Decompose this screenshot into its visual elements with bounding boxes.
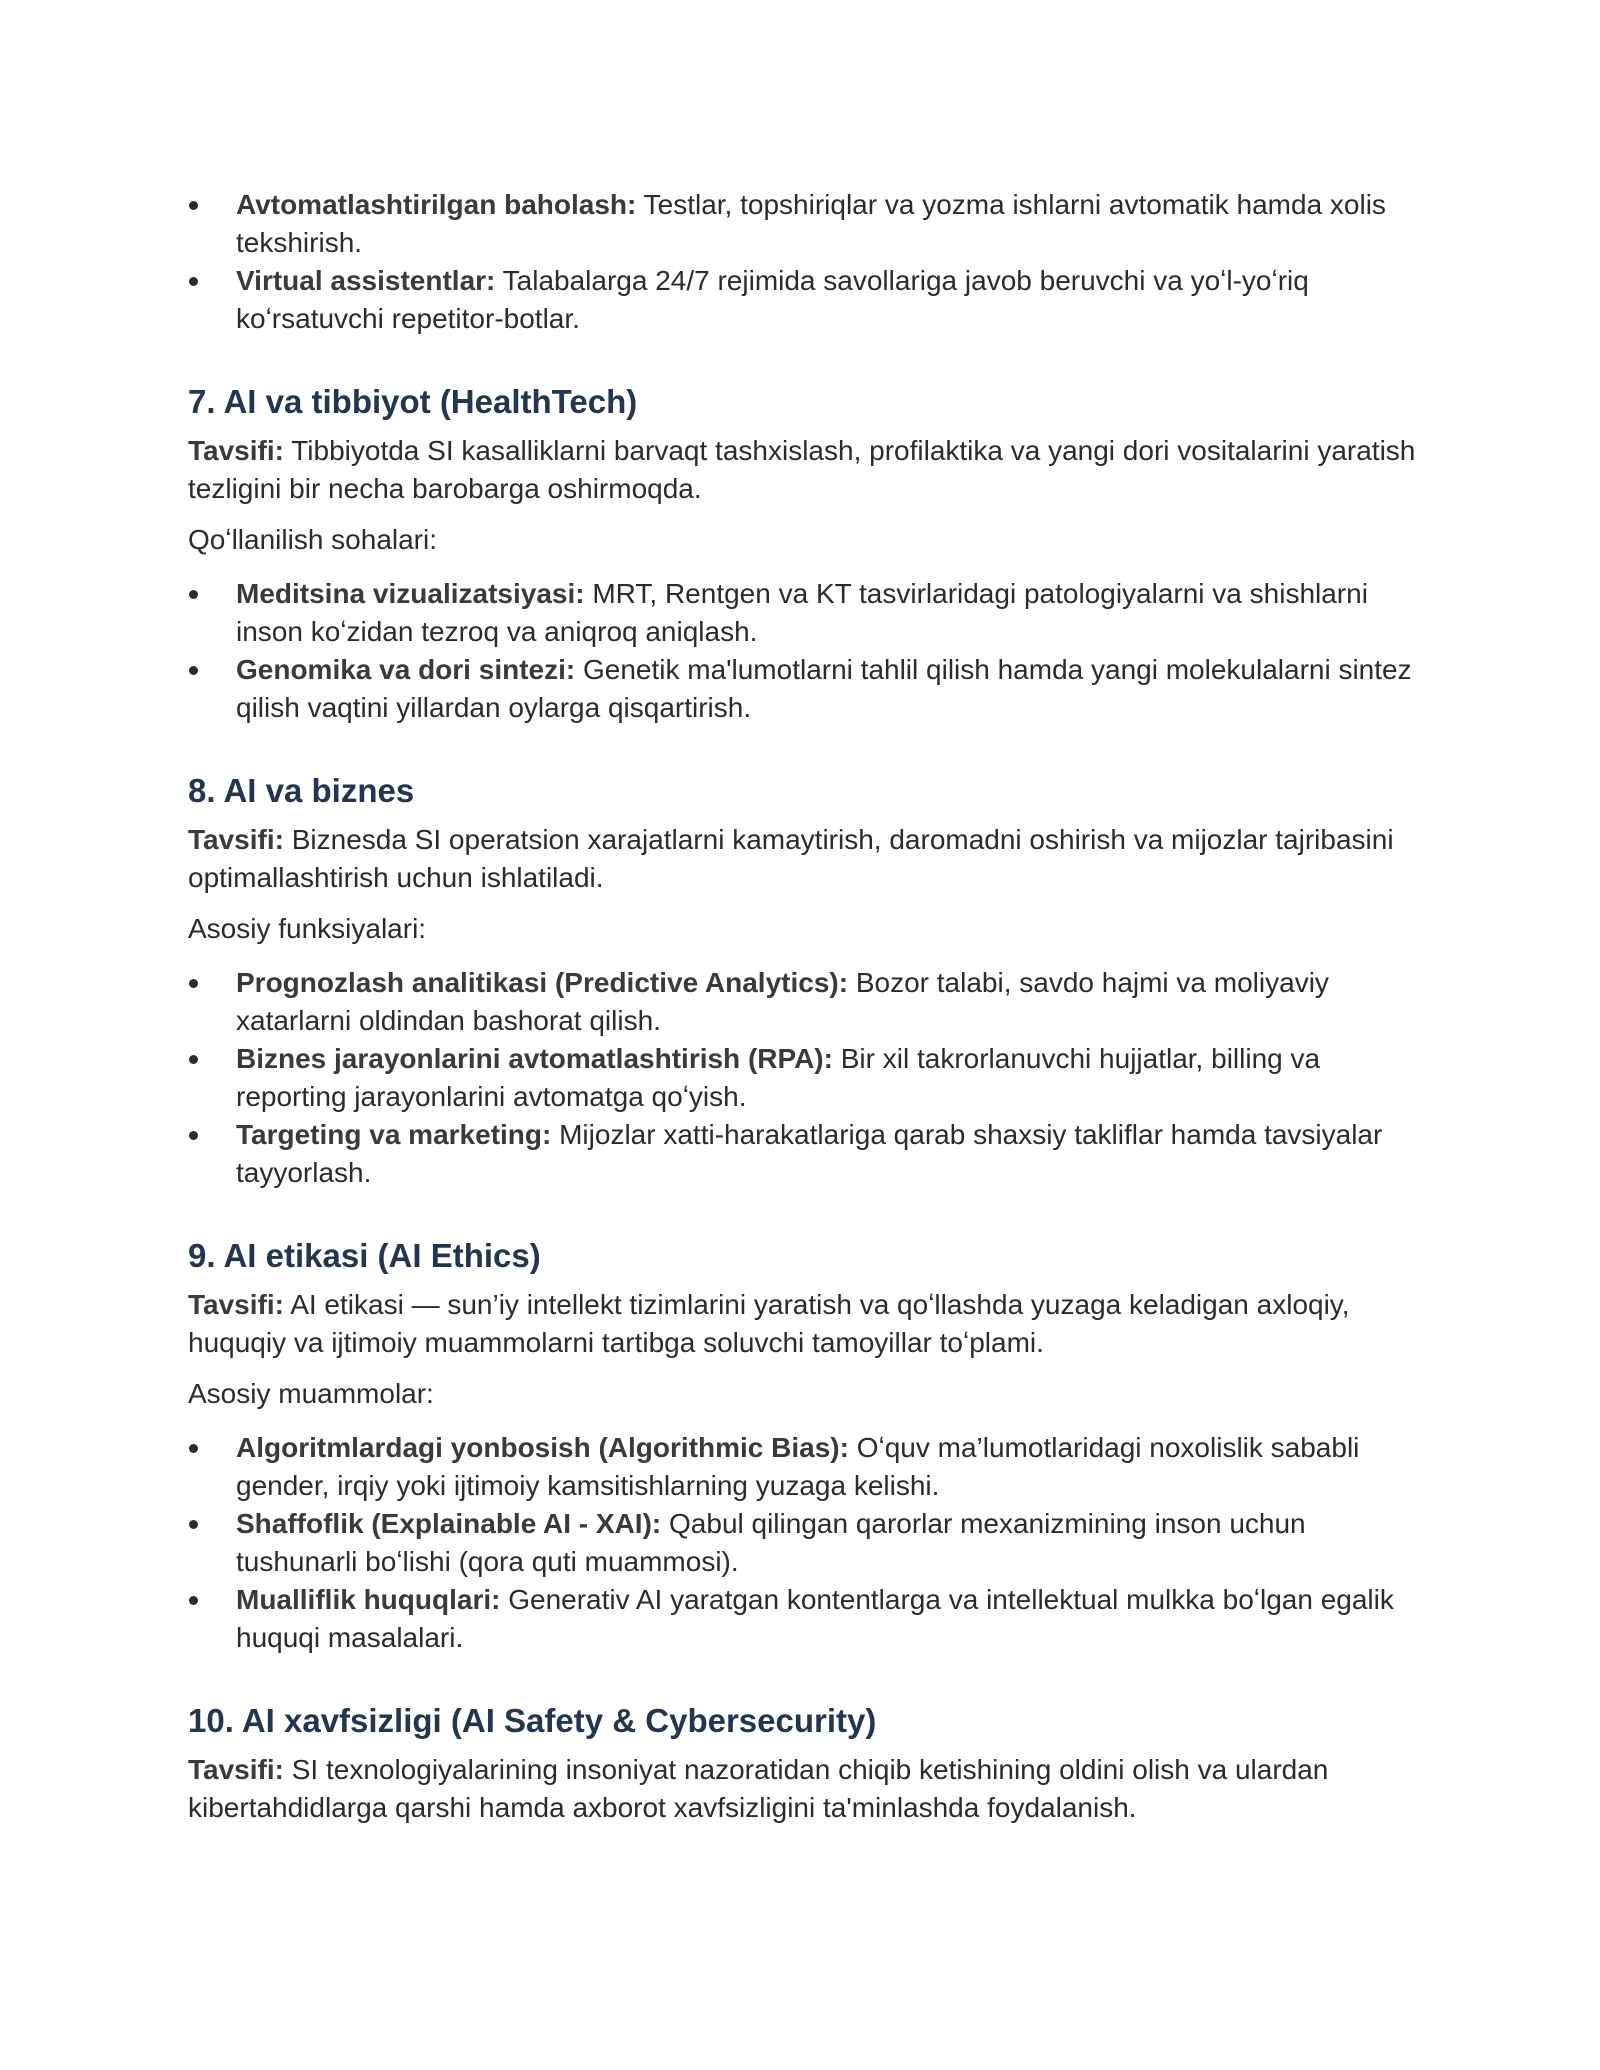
document-page	[188, 186, 1428, 1827]
bullet-term: Mualliflik huquqlari:	[236, 1584, 501, 1615]
description-text: SI texnologiyalarining insoniyat nazoratidan chiqib ketishining oldini olish va ulardan kibertahdidlarga qarshi hamda axborot xavfsizligini ta'minlashda foydalanish.	[188, 1754, 1329, 1823]
bullet-term: Meditsina vizualizatsiyasi:	[236, 578, 585, 609]
section-safety	[188, 1701, 1428, 1827]
bullet-term: Virtual assistentlar:	[236, 265, 496, 296]
bullet-term: Shaffoflik (Explainable AI - XAI):	[236, 1508, 662, 1539]
list-item	[188, 1429, 1428, 1505]
description-label: Tavsifi:	[188, 1289, 284, 1320]
list-item	[188, 1040, 1428, 1116]
bullet-text: Bozor talabi, savdo hajmi va moliyaviy xatarlarni oldindan bashorat qilish.	[236, 967, 1329, 1036]
sub-label: Qoʻllanilish sohalari:	[188, 524, 438, 555]
intro-bullet-list	[188, 186, 1428, 338]
bullet-term: Genomika va dori sintezi:	[236, 654, 576, 685]
section-heading: 10. AI xavfsizligi (AI Safety & Cybersecurity)	[188, 1702, 877, 1739]
list-item	[188, 1581, 1428, 1657]
bullet-term: Targeting va marketing:	[236, 1119, 552, 1150]
description-text: Biznesda SI operatsion xarajatlarni kamaytirish, daromadni oshirish va mijozlar tajribasini optimallashtirish uchun ishlatiladi.	[188, 824, 1394, 893]
bullet-list	[188, 1429, 1428, 1657]
bullet-term: Prognozlash analitikasi (Predictive Analytics):	[236, 967, 849, 998]
section-description	[188, 821, 1428, 897]
section-heading: 8. AI va biznes	[188, 772, 415, 809]
sub-label: Asosiy muammolar:	[188, 1378, 434, 1409]
bullet-text: Testlar, topshiriqlar va yozma ishlarni avtomatik hamda xolis tekshirish.	[236, 189, 1386, 258]
section-heading: 9. AI etikasi (AI Ethics)	[188, 1237, 541, 1274]
section-business	[188, 771, 1428, 1192]
section-description	[188, 432, 1428, 508]
list-item	[188, 262, 1428, 338]
list-item	[188, 1505, 1428, 1581]
bullet-term: Algoritmlardagi yonbosish (Algorithmic Bias):	[236, 1432, 849, 1463]
section-ethics	[188, 1236, 1428, 1657]
bullet-text: Genetik ma'lumotlarni tahlil qilish hamda yangi molekulalarni sintez qilish vaqtini yillardan oylarga qisqartirish.	[236, 654, 1412, 723]
description-label: Tavsifi:	[188, 435, 284, 466]
list-item	[188, 651, 1428, 727]
list-item	[188, 575, 1428, 651]
description-label: Tavsifi:	[188, 1754, 284, 1785]
sub-label: Asosiy funksiyalari:	[188, 913, 427, 944]
bullet-text: Bir xil takrorlanuvchi hujjatlar, billing va reporting jarayonlarini avtomatga qoʻyish.	[236, 1043, 1321, 1112]
bullet-term: Biznes jarayonlarini avtomatlashtirish (RPA):	[236, 1043, 833, 1074]
description-label: Tavsifi:	[188, 824, 284, 855]
description-text: AI etikasi — sun’iy intellekt tizimlarini yaratish va qoʻllashda yuzaga keladigan axloqiy, huquqiy va ijtimoiy muammolarni tartibga soluvchi tamoyillar toʻplami.	[188, 1289, 1350, 1358]
bullet-term: Avtomatlashtirilgan baholash:	[236, 189, 637, 220]
bullet-text: Generativ AI yaratgan kontentlarga va intellektual mulkka boʻlgan egalik huquqi masalalari.	[236, 1584, 1394, 1653]
description-text: Tibbiyotda SI kasalliklarni barvaqt tashxislash, profilaktika va yangi dori vositalarini yaratish tezligini bir necha barobarga oshirmoqda.	[188, 435, 1416, 504]
bullet-text: Qabul qilingan qarorlar mexanizmining inson uchun tushunarli boʻlishi (qora quti muammosi).	[236, 1508, 1306, 1577]
bullet-text: MRT, Rentgen va KT tasvirlaridagi patologiyalarni va shishlarni inson koʻzidan tezroq va aniqroq aniqlash.	[236, 578, 1368, 647]
bullet-text: Mijozlar xatti-harakatlariga qarab shaxsiy takliflar hamda tavsiyalar tayyorlash.	[236, 1119, 1383, 1188]
list-item	[188, 1116, 1428, 1192]
section-description	[188, 1286, 1428, 1362]
list-item	[188, 964, 1428, 1040]
bullet-text: Talabalarga 24/7 rejimida savollariga javob beruvchi va yoʻl-yoʻriq koʻrsatuvchi repetitor-botlar.	[236, 265, 1309, 334]
list-item	[188, 186, 1428, 262]
section-heading: 7. AI va tibbiyot (HealthTech)	[188, 383, 638, 420]
bullet-text: Oʻquv ma’lumotlaridagi noxolislik sababli gender, irqiy yoki ijtimoiy kamsitishlarning yuzaga kelishi.	[236, 1432, 1360, 1501]
bullet-list	[188, 575, 1428, 727]
section-healthtech	[188, 382, 1428, 727]
section-description	[188, 1751, 1428, 1827]
bullet-list	[188, 964, 1428, 1192]
